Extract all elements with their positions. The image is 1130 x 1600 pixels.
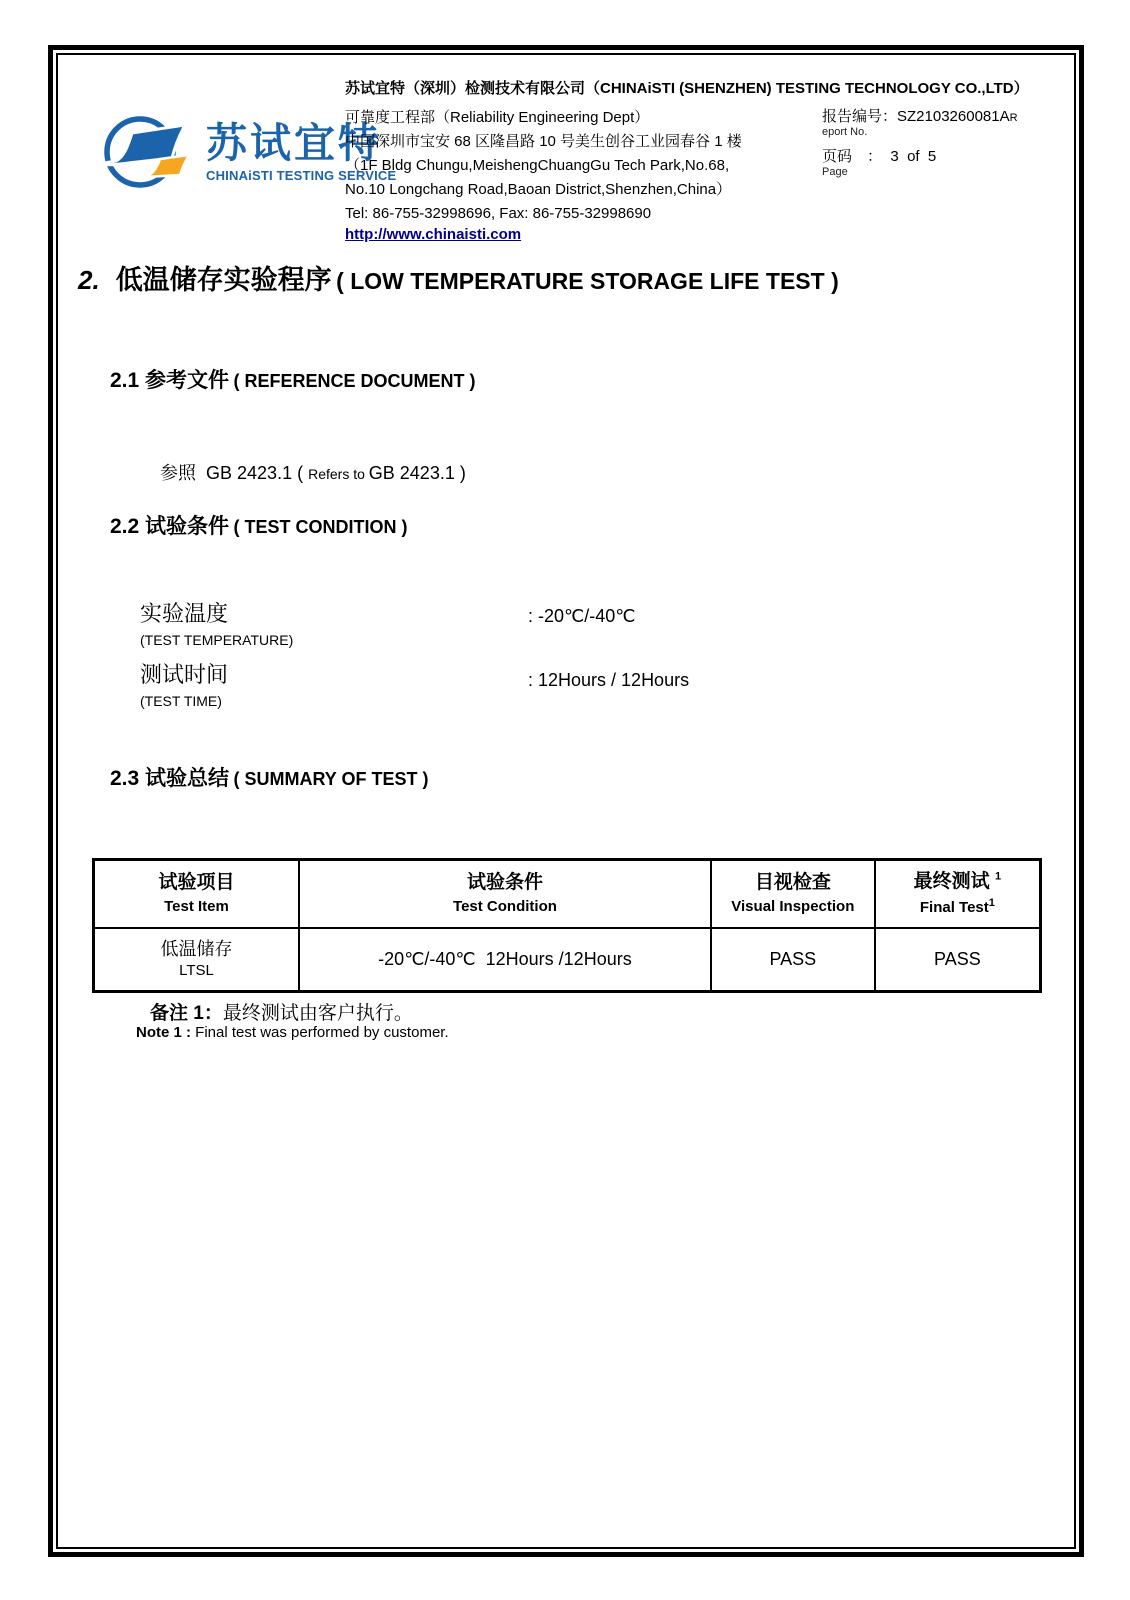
- section-2-2-title-cn: 2.2 试验条件: [110, 515, 230, 538]
- reference-document-line: [150, 438, 466, 485]
- note-1-cn-text: 最终测试由客户执行。: [222, 1003, 413, 1024]
- report-no-row: [822, 105, 1045, 126]
- header-test-item-cn: 试验项目: [158, 872, 235, 893]
- header-visual-inspection: [711, 860, 875, 928]
- dept-line: 可靠度工程部（Reliability Engineering Dept）: [345, 109, 650, 126]
- test-temperature-value: : -20℃/-40℃: [528, 606, 636, 626]
- cell-visual-inspection-result: PASS: [711, 928, 875, 992]
- header-test-item-en: Test Item: [164, 897, 229, 915]
- cell-test-item-en: LTSL: [179, 962, 214, 980]
- cell-test-condition: -20℃/-40℃ 12Hours /12Hours: [299, 928, 711, 992]
- page-colon-char: ：: [867, 148, 883, 165]
- page-number-value: 3 of 5: [890, 148, 937, 165]
- table-header-row: [94, 860, 1041, 928]
- header-columns: [345, 103, 1045, 244]
- section-2-3-heading: [110, 762, 428, 792]
- logo-name-cn: 苏试宜特: [206, 120, 382, 167]
- page-colon: [852, 148, 867, 165]
- header-visual-inspection-cn: 目视检查: [754, 872, 831, 893]
- section-2-number: 2.: [78, 265, 100, 295]
- section-2-title-cn: 低温储存实验程序: [115, 265, 332, 295]
- header-test-condition: [299, 860, 711, 928]
- header-test-condition-en: Test Condition: [453, 897, 557, 915]
- test-time-value: : 12Hours / 12Hours: [528, 670, 690, 690]
- note-1-en: [136, 1024, 449, 1041]
- header-final-test-en: [876, 897, 1039, 918]
- report-info-block: [810, 103, 1045, 244]
- header-final-test-cn-sup: 1: [994, 870, 1002, 883]
- note-1-cn: [150, 998, 413, 1025]
- section-2-title-en: ( LOW TEMPERATURE STORAGE LIFE TEST ): [336, 268, 839, 294]
- header-final-test-en-sup: 1: [988, 896, 995, 909]
- reference-main: 参照 GB 2423.1 (: [160, 463, 309, 483]
- header-text-block: [345, 80, 1045, 244]
- header-final-test-cn-text: 最终测试: [913, 871, 990, 892]
- cell-test-item-cn: 低温储存: [160, 938, 233, 959]
- report-no-value: SZ2103260081A: [897, 108, 1010, 125]
- address-en-1: （1F Bldg Chungu,MeishengChuangGu Tech Park,No.68,: [345, 157, 730, 174]
- section-2-2-title-en: ( TEST CONDITION ): [233, 517, 408, 537]
- test-time-label-cn: 测试时间: [140, 662, 229, 687]
- test-temperature-label: [140, 597, 293, 648]
- reference-tail: GB 2423.1 ): [368, 463, 466, 483]
- report-no-label-en: eport No.: [822, 126, 868, 138]
- summary-of-test-table: [92, 858, 1042, 993]
- note-1-cn-label: 备注 1：: [150, 1003, 223, 1024]
- header-visual-inspection-en: Visual Inspection: [731, 897, 855, 915]
- tel-fax-line: Tel: 86-755-32998696, Fax: 86-755-32998690: [345, 205, 652, 222]
- section-2-1-heading: [110, 364, 475, 394]
- header-address-block: [345, 103, 810, 244]
- cell-final-test-result: PASS: [875, 928, 1041, 992]
- website-link[interactable]: http://www.chinaisti.com: [345, 226, 522, 243]
- logo-name-en: CHINAiSTI TESTING SERVICE: [206, 167, 397, 183]
- section-2-heading: [78, 258, 839, 297]
- note-1-en-label: Note 1 :: [136, 1024, 192, 1041]
- page-label-en: Page: [822, 166, 848, 178]
- section-2-3-title-cn: 2.3 试验总结: [110, 767, 230, 790]
- test-time-label: [140, 658, 228, 709]
- page-label-cn: 页码: [822, 148, 853, 165]
- section-2-3-title-en: ( SUMMARY OF TEST ): [233, 769, 429, 789]
- report-no-wrap-char: R: [1009, 112, 1018, 124]
- logo-swoosh-icon: [96, 106, 196, 199]
- reference-small: Refers to: [308, 466, 369, 482]
- section-2-1-title-en: ( REFERENCE DOCUMENT ): [233, 371, 476, 391]
- test-temperature-label-cn: 实验温度: [140, 601, 229, 626]
- company-name-line: 苏试宜特（深圳）检测技术有限公司（CHINAiSTI (SHENZHEN) TESTING TECHNOLOGY CO.,LTD）: [345, 80, 1029, 97]
- report-no-label-cn: 报告编号：: [822, 108, 898, 125]
- cell-test-item: [94, 928, 299, 992]
- note-1-en-text: Final test was performed by customer.: [191, 1024, 449, 1041]
- test-temperature-label-en: (TEST TEMPERATURE): [140, 632, 294, 648]
- header-final-test: [875, 860, 1041, 928]
- header-test-item: [94, 860, 299, 928]
- section-2-1-title-cn: 2.1 参考文件: [110, 369, 230, 392]
- section-2-2-heading: [110, 510, 407, 540]
- header-test-condition-cn: 试验条件: [466, 872, 543, 893]
- table-data-row: [94, 928, 1041, 992]
- address-cn: 中国深圳市宝安 68 区隆昌路 10 号美生创谷工业园春谷 1 楼: [345, 133, 742, 150]
- address-en-2: No.10 Longchang Road,Baoan District,Shenzhen,China）: [345, 181, 732, 198]
- test-time-label-en: (TEST TIME): [140, 693, 222, 709]
- header-final-test-cn: [876, 870, 1039, 894]
- page-no-row: [822, 145, 1045, 166]
- header-final-test-en-text: Final Test: [919, 898, 989, 916]
